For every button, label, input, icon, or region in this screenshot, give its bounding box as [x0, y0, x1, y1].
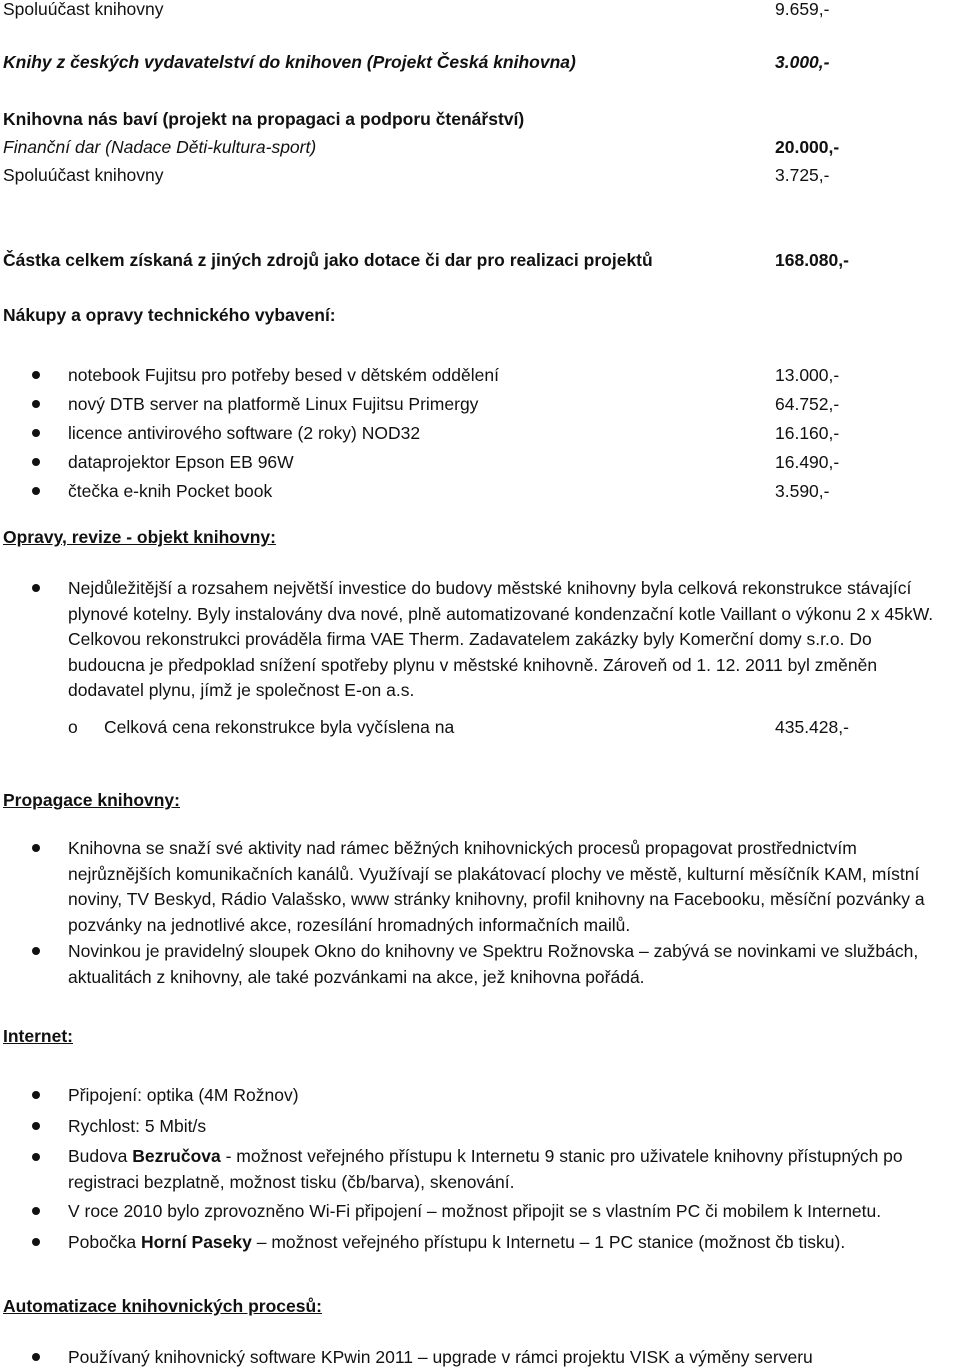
branch-name: Horní Paseky — [140, 1232, 252, 1252]
purchase-item-amount: 16.490,- — [775, 452, 840, 472]
internet-item-text: – možnost veřejného přístupu k Internetu – 1 PC stanice (možnost čb tisku). — [251, 1232, 846, 1252]
purchase-item-label: dataprojektor Epson EB 96W — [68, 452, 294, 472]
internet-item: Připojení: optika (4M Rožnov) — [68, 1085, 299, 1105]
bullet-icon — [32, 458, 40, 466]
bullet-icon — [32, 947, 40, 955]
bullet-icon — [32, 584, 40, 592]
bullet-icon — [32, 1153, 40, 1161]
promotion-item: Knihovna se snaží své aktivity nad rámec běžných knihovnických procesů propagovat prostřednictvím nejrůznějších komunikačních kanálů. Využívají se plakátovací plochy ve městě, kulturní měsíčník KAM, místní noviny, TV Beskyd, Rádio Valašsko, www stránky knihovny, profil knihovny na Facebooku, měsíční pozvánky a pozvánky na jednotlivé akce, rozesílání hromadných informačních mailů. — [68, 838, 925, 935]
section-heading-promotion: Propagace knihovny: — [3, 790, 180, 810]
promotion-item: Novinkou je pravidelný sloupek Okno do knihovny ve Spektru Rožnovska – zabývá se novinkami ve službách, aktualitách z knihovny, ale také pozvánkami na akce, jež knihovna pořádá. — [68, 941, 919, 987]
purchase-item-label: licence antivirového software (2 roky) NOD32 — [68, 423, 421, 443]
purchase-item-amount: 16.160,- — [775, 423, 840, 443]
repairs-total-label: Celková cena rekonstrukce byla vyčíslena na — [104, 717, 455, 737]
section-heading-purchases: Nákupy a opravy technického vybavení: — [3, 305, 336, 325]
bullet-icon — [32, 487, 40, 495]
funding-line-amount: 9.659,- — [775, 0, 830, 19]
purchase-item-label: čtečka e-knih Pocket book — [68, 481, 273, 501]
bullet-icon — [32, 371, 40, 379]
purchase-item-amount: 64.752,- — [775, 394, 840, 414]
circle-bullet-icon: o — [68, 717, 78, 737]
repairs-total-amount: 435.428,- — [775, 717, 849, 737]
total-label: Částka celkem získaná z jiných zdrojů jako dotace či dar pro realizaci projektů — [3, 250, 653, 270]
internet-item: V roce 2010 bylo zprovozněno Wi-Fi připojení – možnost připojit se s vlastním PC či mobilem k Internetu. — [68, 1201, 882, 1221]
purchase-item-amount: 3.590,- — [775, 481, 830, 501]
branch-name: Bezručova — [132, 1146, 221, 1166]
internet-item: Rychlost: 5 Mbit/s — [68, 1116, 207, 1136]
funding-line-label: Spoluúčast knihovny — [3, 165, 164, 185]
bullet-icon — [32, 1122, 40, 1130]
internet-item — [68, 1231, 845, 1253]
bullet-icon — [32, 400, 40, 408]
funding-line-label: Spoluúčast knihovny — [3, 0, 164, 19]
bullet-icon — [32, 1207, 40, 1215]
section-heading-repairs: Opravy, revize - objekt knihovny: — [3, 527, 276, 547]
bullet-icon — [32, 1091, 40, 1099]
funding-line-label: Finanční dar (Nadace Děti-kultura-sport) — [3, 137, 317, 157]
section-heading-internet: Internet: — [3, 1026, 73, 1046]
funding-line-amount: 3.000,- — [775, 52, 830, 72]
funding-line-amount: 3.725,- — [775, 165, 830, 185]
internet-item-text: - možnost veřejného přístupu k Internetu 9 stanic pro uživatele knihovny přístupných po registraci bezplatně, možnost tisku (čb/barva), skenování. — [68, 1146, 903, 1192]
bullet-icon — [32, 844, 40, 852]
funding-line-label: Knihy z českých vydavatelství do knihoven (Projekt Česká knihovna) — [3, 52, 576, 72]
project-title: Knihovna nás baví (projekt na propagaci a podporu čtenářství) — [3, 109, 525, 129]
section-heading-automation: Automatizace knihovnických procesů: — [3, 1296, 322, 1316]
bullet-icon — [32, 1238, 40, 1246]
purchase-item-label: nový DTB server na platformě Linux Fujitsu Primergy — [68, 394, 479, 414]
total-amount: 168.080,- — [775, 250, 849, 270]
bullet-icon — [32, 429, 40, 437]
purchase-item-label: notebook Fujitsu pro potřeby besed v dětském oddělení — [68, 365, 499, 385]
purchase-item-amount: 13.000,- — [775, 365, 840, 385]
internet-item-text: Budova — [68, 1146, 133, 1166]
automation-item: Používaný knihovnický software KPwin 2011 – upgrade v rámci projektu VISK a výměny serveru — [68, 1347, 813, 1367]
funding-line-amount: 20.000,- — [775, 137, 840, 157]
internet-item — [68, 1144, 953, 1195]
internet-item-text: Pobočka — [68, 1232, 141, 1252]
bullet-icon — [32, 1353, 40, 1361]
repairs-paragraph: Nejdůležitější a rozsahem největší investice do budovy městské knihovny byla celková rekonstrukce stávající plynové kotelny. Byly instalovány dva nové, plně automatizované kondenzační kotle Vaillant o výkonu 2 x 45kW. Celkovou rekonstrukci prováděla firma VAE Therm. Zadavatelem zakázky byly Komerční domy s.r.o. Do budoucna je předpoklad snížení spotřeby plynu v městské knihovně. Zároveň od 1. 12. 2011 byl změněn dodavatel plynu, jímž je společnost E-on a.s. — [68, 578, 934, 700]
